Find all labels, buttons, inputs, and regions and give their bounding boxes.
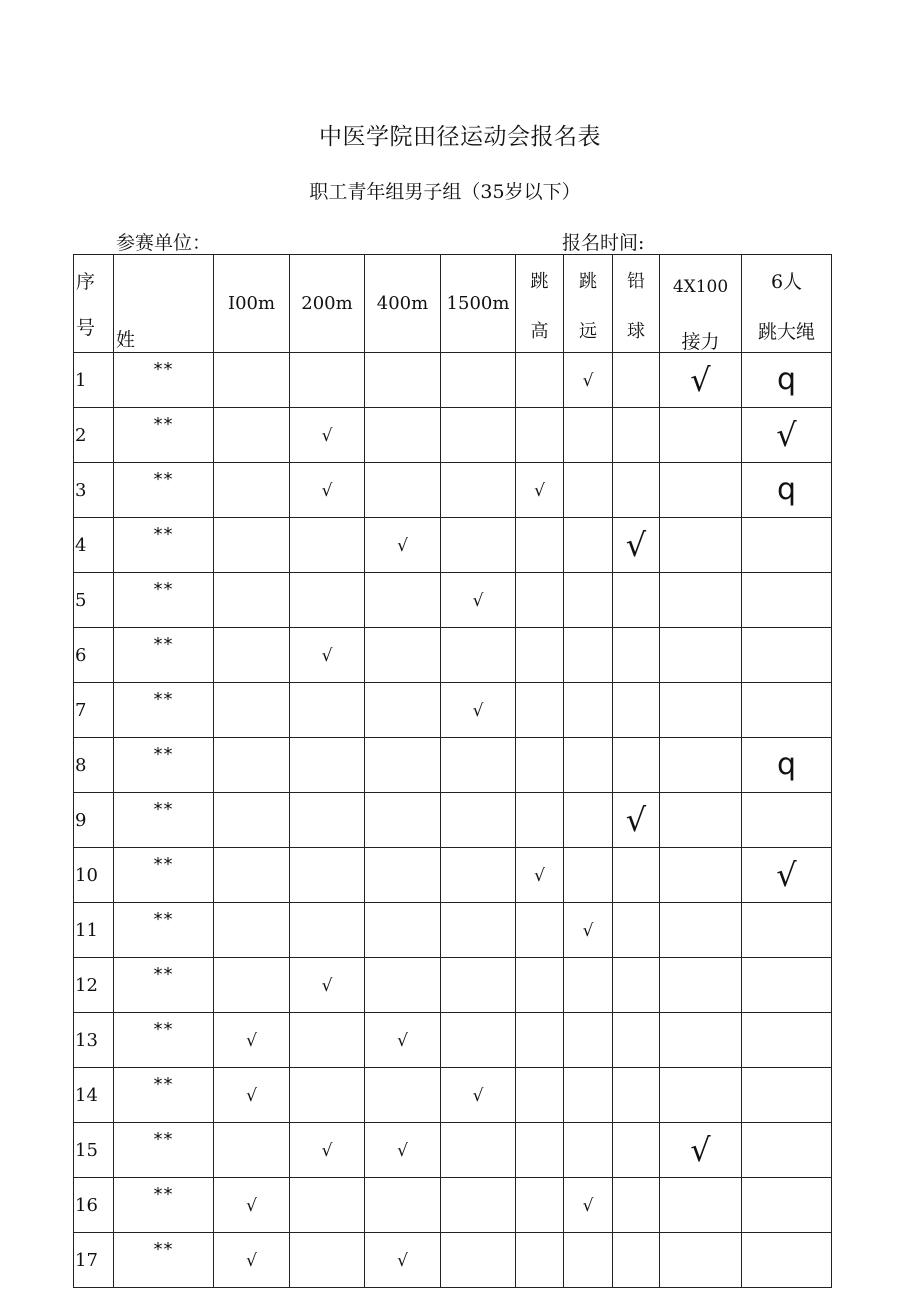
cell-400m — [365, 903, 441, 958]
cell-name: ** — [114, 573, 214, 628]
check-mark: √ — [534, 865, 545, 886]
header-long-jump-line2: 远 — [579, 321, 597, 342]
cell-high-jump — [516, 463, 564, 518]
cell-rope-skipping — [742, 518, 832, 573]
table-row — [74, 683, 832, 738]
cell-name: ** — [114, 683, 214, 738]
cell-relay — [660, 958, 742, 1013]
cell-shot-put — [613, 628, 660, 683]
cell-rope-skipping — [742, 958, 832, 1013]
cell-name: ** — [114, 1123, 214, 1178]
cell-400m — [365, 848, 441, 903]
cell-name: ** — [114, 848, 214, 903]
cell-name: ** — [114, 353, 214, 408]
cell-seq-number: 16 — [74, 1178, 114, 1233]
cell-200m — [290, 463, 365, 518]
header-name-label: 姓 — [116, 329, 136, 351]
cell-name: ** — [114, 1013, 214, 1068]
table-row — [74, 1178, 832, 1233]
check-mark: √ — [246, 1030, 257, 1051]
cell-name: ** — [114, 958, 214, 1013]
cell-200m — [290, 1178, 365, 1233]
table-row — [74, 1013, 832, 1068]
check-mark: √ — [321, 425, 333, 446]
cell-high-jump — [516, 1178, 564, 1233]
cell-shot-put — [613, 1123, 660, 1178]
cell-200m — [290, 793, 365, 848]
check-mark: √ — [321, 975, 333, 996]
cell-rope-skipping — [742, 573, 832, 628]
cell-long-jump — [564, 518, 613, 573]
cell-400m — [365, 518, 441, 573]
cell-400m — [365, 353, 441, 408]
cell-1500m — [441, 958, 516, 1013]
cell-200m — [290, 903, 365, 958]
cell-shot-put — [613, 353, 660, 408]
cell-long-jump — [564, 628, 613, 683]
header-rope-skipping — [742, 255, 832, 353]
cell-high-jump — [516, 1233, 564, 1288]
table-row — [74, 848, 832, 903]
cell-1500m — [441, 903, 516, 958]
cell-100m — [214, 848, 290, 903]
cell-200m — [290, 1013, 365, 1068]
cell-name: ** — [114, 628, 214, 683]
cell-100m — [214, 958, 290, 1013]
cell-400m — [365, 1178, 441, 1233]
cell-400m — [365, 408, 441, 463]
check-mark: √ — [321, 480, 333, 501]
cell-100m — [214, 1233, 290, 1288]
table-row — [74, 1068, 832, 1123]
cell-relay — [660, 738, 742, 793]
cell-rope-skipping — [742, 1178, 832, 1233]
cell-400m — [365, 738, 441, 793]
cell-1500m — [441, 353, 516, 408]
cell-high-jump — [516, 793, 564, 848]
cell-rope-skipping — [742, 463, 832, 518]
cell-high-jump — [516, 848, 564, 903]
header-high-jump — [516, 255, 564, 353]
check-mark: √ — [472, 700, 484, 721]
table-row — [74, 1123, 832, 1178]
check-mark: √ — [246, 1195, 257, 1216]
cell-200m — [290, 738, 365, 793]
registration-time-label: 报名时间: — [562, 232, 645, 254]
check-mark: √ — [246, 1085, 257, 1106]
table-row — [74, 958, 832, 1013]
header-relay-line2: 接力 — [681, 331, 720, 353]
check-mark: √ — [397, 1250, 408, 1271]
cell-name: ** — [114, 463, 214, 518]
cell-100m — [214, 738, 290, 793]
cell-200m — [290, 408, 365, 463]
header-seq — [74, 255, 114, 353]
header-200m: 200m — [290, 255, 365, 353]
cell-200m — [290, 1068, 365, 1123]
cell-rope-skipping — [742, 903, 832, 958]
cell-1500m — [441, 1178, 516, 1233]
cell-name: ** — [114, 1178, 214, 1233]
cell-high-jump — [516, 1068, 564, 1123]
cell-long-jump — [564, 463, 613, 518]
cell-seq-number: 1 — [74, 353, 114, 408]
header-400m: 400m — [365, 255, 441, 353]
header-1500m: 1500m — [441, 255, 516, 353]
cell-relay — [660, 848, 742, 903]
cell-1500m — [441, 573, 516, 628]
header-shot-put-line1: 铅 — [627, 271, 645, 292]
cell-shot-put — [613, 1178, 660, 1233]
header-rope-line1: 6人 — [770, 271, 803, 293]
cell-1500m — [441, 793, 516, 848]
cell-relay — [660, 683, 742, 738]
registration-table-body — [74, 353, 832, 1288]
cell-rope-skipping — [742, 353, 832, 408]
cell-long-jump — [564, 353, 613, 408]
cell-400m — [365, 958, 441, 1013]
check-mark: √ — [690, 1131, 711, 1169]
cell-long-jump — [564, 848, 613, 903]
cell-200m — [290, 518, 365, 573]
check-mark: √ — [321, 1140, 333, 1161]
cell-100m — [214, 1178, 290, 1233]
table-row — [74, 573, 832, 628]
header-relay-line1: 4X100 — [672, 277, 729, 297]
check-mark: √ — [534, 480, 545, 501]
cell-200m — [290, 1123, 365, 1178]
cell-long-jump — [564, 958, 613, 1013]
check-mark: √ — [776, 416, 797, 454]
cell-shot-put — [613, 738, 660, 793]
cell-rope-skipping — [742, 793, 832, 848]
header-seq-line2: 号 — [76, 317, 96, 339]
cell-rope-skipping — [742, 628, 832, 683]
cell-long-jump — [564, 683, 613, 738]
cell-high-jump — [516, 408, 564, 463]
cell-100m — [214, 1123, 290, 1178]
cell-rope-skipping — [742, 408, 832, 463]
cell-relay — [660, 628, 742, 683]
cell-400m — [365, 463, 441, 518]
cell-1500m — [441, 1123, 516, 1178]
cell-rope-skipping — [742, 683, 832, 738]
check-mark: √ — [625, 801, 647, 839]
cell-relay — [660, 1233, 742, 1288]
cell-high-jump — [516, 628, 564, 683]
check-mark: √ — [397, 1030, 408, 1051]
table-row — [74, 463, 832, 518]
cell-name: ** — [114, 793, 214, 848]
cell-100m — [214, 573, 290, 628]
cell-rope-skipping — [742, 1123, 832, 1178]
cell-100m — [214, 518, 290, 573]
cell-high-jump — [516, 958, 564, 1013]
cell-200m — [290, 683, 365, 738]
cell-seq-number: 13 — [74, 1013, 114, 1068]
cell-1500m — [441, 628, 516, 683]
cell-relay — [660, 408, 742, 463]
q-mark: q — [776, 747, 797, 782]
cell-1500m — [441, 463, 516, 518]
cell-high-jump — [516, 1123, 564, 1178]
cell-100m — [214, 903, 290, 958]
cell-1500m — [441, 1233, 516, 1288]
cell-rope-skipping — [742, 738, 832, 793]
check-mark: √ — [397, 1140, 408, 1161]
cell-long-jump — [564, 903, 613, 958]
cell-200m — [290, 573, 365, 628]
header-rope-line2: 跳大绳 — [757, 321, 815, 343]
cell-long-jump — [564, 408, 613, 463]
check-mark: √ — [397, 535, 408, 556]
cell-400m — [365, 1233, 441, 1288]
header-long-jump-line1: 跳 — [579, 271, 597, 292]
check-mark: √ — [776, 856, 797, 894]
check-mark: √ — [625, 526, 647, 564]
cell-seq-number: 8 — [74, 738, 114, 793]
cell-relay — [660, 518, 742, 573]
cell-relay — [660, 573, 742, 628]
cell-long-jump — [564, 573, 613, 628]
header-high-jump-line1: 跳 — [530, 271, 549, 292]
table-row — [74, 1233, 832, 1288]
cell-shot-put — [613, 848, 660, 903]
cell-shot-put — [613, 518, 660, 573]
check-mark: √ — [246, 1250, 257, 1271]
header-shot-put-line2: 球 — [627, 321, 645, 342]
cell-200m — [290, 848, 365, 903]
cell-1500m — [441, 683, 516, 738]
check-mark: √ — [582, 1195, 594, 1216]
check-mark: √ — [582, 920, 594, 941]
cell-200m — [290, 958, 365, 1013]
cell-name: ** — [114, 1068, 214, 1123]
cell-name: ** — [114, 903, 214, 958]
cell-relay — [660, 1178, 742, 1233]
cell-relay — [660, 903, 742, 958]
cell-shot-put — [613, 958, 660, 1013]
cell-400m — [365, 1123, 441, 1178]
cell-long-jump — [564, 793, 613, 848]
header-high-jump-line2: 高 — [530, 321, 549, 342]
cell-200m — [290, 353, 365, 408]
cell-high-jump — [516, 518, 564, 573]
cell-shot-put — [613, 1013, 660, 1068]
cell-400m — [365, 683, 441, 738]
cell-relay — [660, 353, 742, 408]
header-shot-put — [613, 255, 660, 353]
cell-1500m — [441, 1068, 516, 1123]
check-mark: √ — [690, 361, 711, 399]
cell-seq-number: 12 — [74, 958, 114, 1013]
cell-400m — [365, 793, 441, 848]
cell-long-jump — [564, 1013, 613, 1068]
header-100m: I00m — [214, 255, 290, 353]
participating-unit-label: 参赛单位： — [116, 232, 212, 254]
cell-seq-number: 17 — [74, 1233, 114, 1288]
cell-seq-number: 11 — [74, 903, 114, 958]
table-row — [74, 518, 832, 573]
cell-rope-skipping — [742, 1233, 832, 1288]
cell-seq-number: 9 — [74, 793, 114, 848]
cell-100m — [214, 1068, 290, 1123]
cell-high-jump — [516, 683, 564, 738]
cell-seq-number: 14 — [74, 1068, 114, 1123]
cell-200m — [290, 628, 365, 683]
cell-shot-put — [613, 573, 660, 628]
table-row — [74, 903, 832, 958]
cell-seq-number: 7 — [74, 683, 114, 738]
table-row — [74, 353, 832, 408]
cell-rope-skipping — [742, 848, 832, 903]
cell-seq-number: 5 — [74, 573, 114, 628]
cell-100m — [214, 463, 290, 518]
cell-200m — [290, 1233, 365, 1288]
cell-relay — [660, 1123, 742, 1178]
cell-400m — [365, 573, 441, 628]
cell-100m — [214, 1013, 290, 1068]
cell-name: ** — [114, 1233, 214, 1288]
check-mark: √ — [472, 1085, 484, 1106]
cell-relay — [660, 1013, 742, 1068]
cell-long-jump — [564, 1233, 613, 1288]
cell-100m — [214, 353, 290, 408]
check-mark: √ — [321, 645, 333, 666]
cell-400m — [365, 1013, 441, 1068]
cell-100m — [214, 408, 290, 463]
cell-seq-number: 3 — [74, 463, 114, 518]
cell-shot-put — [613, 1068, 660, 1123]
registration-table — [73, 254, 832, 1288]
cell-1500m — [441, 738, 516, 793]
cell-high-jump — [516, 738, 564, 793]
cell-shot-put — [613, 463, 660, 518]
cell-100m — [214, 683, 290, 738]
check-mark: √ — [582, 370, 594, 391]
cell-high-jump — [516, 903, 564, 958]
cell-shot-put — [613, 793, 660, 848]
form-subtitle: 职工青年组男子组（35岁以下） — [309, 181, 581, 203]
cell-shot-put — [613, 683, 660, 738]
cell-long-jump — [564, 1123, 613, 1178]
cell-high-jump — [516, 353, 564, 408]
cell-relay — [660, 463, 742, 518]
cell-name: ** — [114, 518, 214, 573]
cell-1500m — [441, 518, 516, 573]
cell-shot-put — [613, 408, 660, 463]
cell-long-jump — [564, 1068, 613, 1123]
form-title: 中医学院田径运动会报名表 — [319, 124, 601, 150]
cell-long-jump — [564, 1178, 613, 1233]
header-long-jump — [564, 255, 613, 353]
cell-1500m — [441, 408, 516, 463]
cell-seq-number: 10 — [74, 848, 114, 903]
cell-400m — [365, 628, 441, 683]
header-row — [74, 255, 832, 353]
cell-shot-put — [613, 1233, 660, 1288]
table-row — [74, 628, 832, 683]
cell-relay — [660, 1068, 742, 1123]
cell-100m — [214, 793, 290, 848]
cell-relay — [660, 793, 742, 848]
check-mark: √ — [472, 590, 484, 611]
cell-1500m — [441, 848, 516, 903]
header-relay — [660, 255, 742, 353]
cell-high-jump — [516, 1013, 564, 1068]
q-mark: q — [776, 472, 797, 507]
cell-100m — [214, 628, 290, 683]
cell-shot-put — [613, 903, 660, 958]
cell-seq-number: 6 — [74, 628, 114, 683]
cell-400m — [365, 1068, 441, 1123]
cell-seq-number: 4 — [74, 518, 114, 573]
table-row — [74, 738, 832, 793]
header-seq-line1: 序 — [76, 271, 96, 293]
cell-name: ** — [114, 738, 214, 793]
q-mark: q — [776, 362, 797, 397]
cell-rope-skipping — [742, 1068, 832, 1123]
cell-high-jump — [516, 573, 564, 628]
cell-name: ** — [114, 408, 214, 463]
cell-rope-skipping — [742, 1013, 832, 1068]
header-name — [114, 255, 214, 353]
cell-seq-number: 15 — [74, 1123, 114, 1178]
table-row — [74, 793, 832, 848]
table-row — [74, 408, 832, 463]
cell-1500m — [441, 1013, 516, 1068]
cell-seq-number: 2 — [74, 408, 114, 463]
cell-long-jump — [564, 738, 613, 793]
